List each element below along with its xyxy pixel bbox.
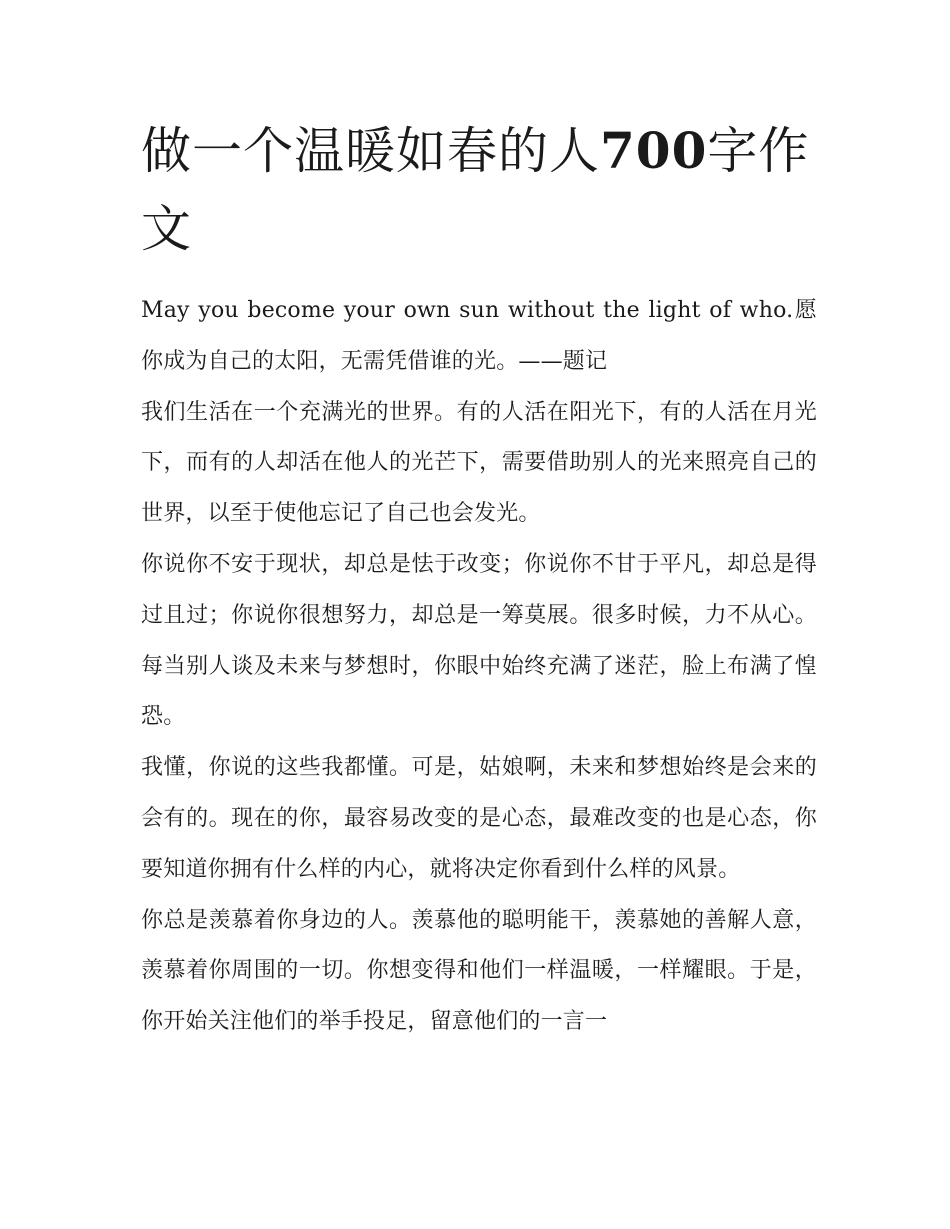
title-text-part2: 字作文 (141, 122, 810, 258)
title-number: 700 (600, 121, 708, 180)
document-page (141, 112, 817, 1048)
title-text-part1: 做一个温暖如春的人 (141, 122, 600, 180)
body-paragraph: 我们生活在一个充满光的世界。有的人活在阳光下，有的人活在月光下，而有的人却活在他人的光芒下，需要借助别人的光来照亮自己的世界，以至于使他忘记了自己也会发光。 (141, 399, 817, 527)
document-body (141, 286, 817, 1048)
document-title (141, 112, 817, 268)
epigraph-paragraph: May you become your own sun without the light of who.愿你成为自己的太阳，无需凭借谁的光。——题记 (141, 298, 817, 374)
body-paragraph: 你总是羡慕着你身边的人。羡慕他的聪明能干，羡慕她的善解人意，羡慕着你周围的一切。你想变得和他们一样温暖，一样耀眼。于是，你开始关注他们的举手投足，留意他们的一言一 (141, 907, 817, 1035)
body-paragraph: 你说你不安于现状，却总是怯于改变；你说你不甘于平凡，却总是得过且过；你说你很想努力，却总是一筹莫展。很多时候，力不从心。每当别人谈及未来与梦想时，你眼中始终充满了迷茫，脸上布满了惶恐。 (141, 551, 817, 730)
body-paragraph: 我懂，你说的这些我都懂。可是，姑娘啊，未来和梦想始终是会来的会有的。现在的你，最容易改变的是心态，最难改变的也是心态，你要知道你拥有什么样的内心，就将决定你看到什么样的风景。 (141, 755, 817, 882)
